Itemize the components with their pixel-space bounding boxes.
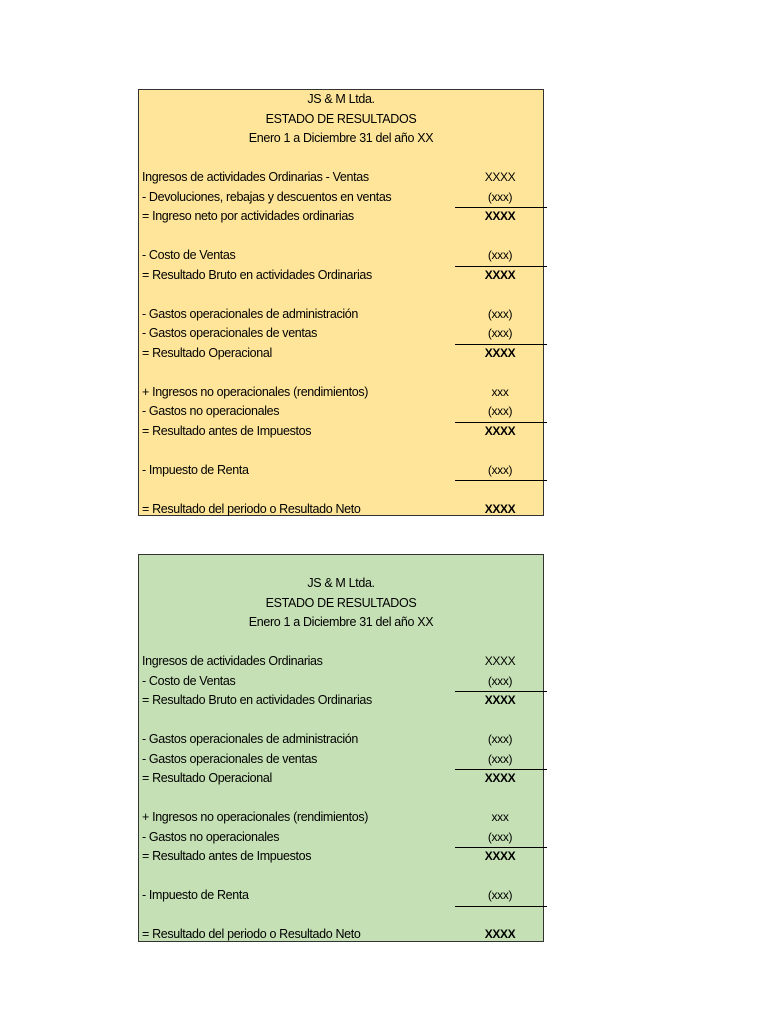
line-item-label: + Ingresos no operacionales (rendimientos) [142, 384, 369, 399]
subtotal-line [139, 847, 543, 867]
line-item-value: (xxx) [487, 306, 513, 321]
subtotal-line [139, 344, 543, 364]
line-item [139, 652, 543, 672]
line-item [139, 402, 543, 422]
line-item-value: xxx [491, 384, 509, 399]
line-item-label: = Ingreso neto por actividades ordinarias [142, 209, 354, 223]
company-name: JS & M Ltda. [307, 576, 375, 590]
subtotal-value: XXXX [484, 849, 516, 863]
line-item-value: (xxx) [455, 324, 545, 344]
line-item [139, 324, 543, 344]
line-item [139, 168, 543, 188]
line-item-label: - Costo de Ventas [142, 673, 236, 688]
line-item-label: Ingresos de actividades Ordinarias [142, 654, 323, 668]
line-item-label: - Devoluciones, rebajas y descuentos en ventas [142, 189, 392, 204]
line-item-label: - Gastos no operacionales [142, 829, 280, 844]
line-item-label: Ingresos de actividades Ordinarias - Ventas [142, 170, 369, 184]
line-item-label: = Resultado del periodo o Resultado Neto [142, 501, 361, 516]
line-item-label: = Resultado Operacional [142, 345, 272, 360]
subtotal-line [139, 422, 543, 442]
subtotal-line [139, 266, 543, 286]
statement-period: Enero 1 a Diciembre 31 del año XX [248, 131, 434, 145]
statement-title: ESTADO DE RESULTADOS [265, 111, 417, 126]
income-statement-full [138, 89, 544, 516]
line-item-label: = Resultado Bruto en actividades Ordinarias [142, 693, 372, 707]
line-item-label: - Gastos no operacionales [142, 404, 280, 418]
line-item-label: - Gastos operacionales de ventas [142, 326, 318, 340]
line-item [139, 672, 543, 692]
statement-period: Enero 1 a Diciembre 31 del año XX [248, 615, 434, 629]
line-item [139, 305, 543, 325]
subtotal-value: XXXX [484, 209, 516, 223]
line-item [139, 383, 543, 403]
income-statement-simplified [138, 554, 544, 942]
company-name: JS & M Ltda. [307, 92, 375, 106]
line-item-value: (xxx) [455, 188, 545, 208]
line-item-label: = Resultado Operacional [142, 771, 272, 785]
net-result-line [139, 925, 543, 945]
subtotal-value: XXXX [484, 345, 516, 360]
statement-title: ESTADO DE RESULTADOS [265, 595, 417, 610]
line-item [139, 886, 543, 906]
subtotal-line [139, 769, 543, 789]
line-item-label: - Costo de Ventas [142, 248, 236, 262]
subtotal-value: XXXX [484, 423, 516, 438]
line-item-label: - Gastos operacionales de administración [142, 732, 358, 746]
subtotal-line [139, 691, 543, 711]
subtotal-value: XXXX [484, 693, 516, 707]
subtotal-value: XXXX [484, 267, 516, 282]
line-item-value: XXXX [484, 654, 516, 668]
line-item-label: - Impuesto de Renta [142, 462, 249, 477]
line-item-value: (xxx) [455, 672, 545, 692]
line-item-label: = Resultado antes de Impuestos [142, 423, 312, 438]
line-item [139, 246, 543, 266]
line-item-value: XXXX [484, 170, 516, 184]
line-item-value: (xxx) [455, 828, 545, 848]
net-result-value: XXXX [484, 501, 516, 516]
subtotal-value: XXXX [484, 771, 516, 785]
line-item-value: (xxx) [487, 732, 513, 746]
line-item-label: - Impuesto de Renta [142, 888, 249, 902]
line-item-value: (xxx) [455, 402, 545, 422]
line-item-value: (xxx) [455, 246, 545, 266]
line-item [139, 808, 543, 828]
line-item-label: + Ingresos no operacionales (rendimientos) [142, 810, 369, 824]
net-result-value: XXXX [484, 927, 516, 941]
line-item [139, 461, 543, 481]
line-item-value: xxx [491, 810, 509, 824]
subtotal-line [139, 207, 543, 227]
line-item [139, 188, 543, 208]
line-item-value: (xxx) [455, 461, 545, 481]
line-item [139, 730, 543, 750]
line-item-label: = Resultado Bruto en actividades Ordinarias [142, 267, 372, 282]
line-item-label: - Gastos operacionales de administración [142, 306, 358, 321]
line-item-label: - Gastos operacionales de ventas [142, 751, 318, 766]
line-item-value: (xxx) [455, 886, 545, 906]
line-item [139, 750, 543, 770]
line-item-value: (xxx) [455, 750, 545, 770]
line-item-label: = Resultado del periodo o Resultado Neto [142, 927, 361, 941]
line-item [139, 828, 543, 848]
line-item-label: = Resultado antes de Impuestos [142, 849, 312, 863]
net-result-line [139, 500, 543, 520]
